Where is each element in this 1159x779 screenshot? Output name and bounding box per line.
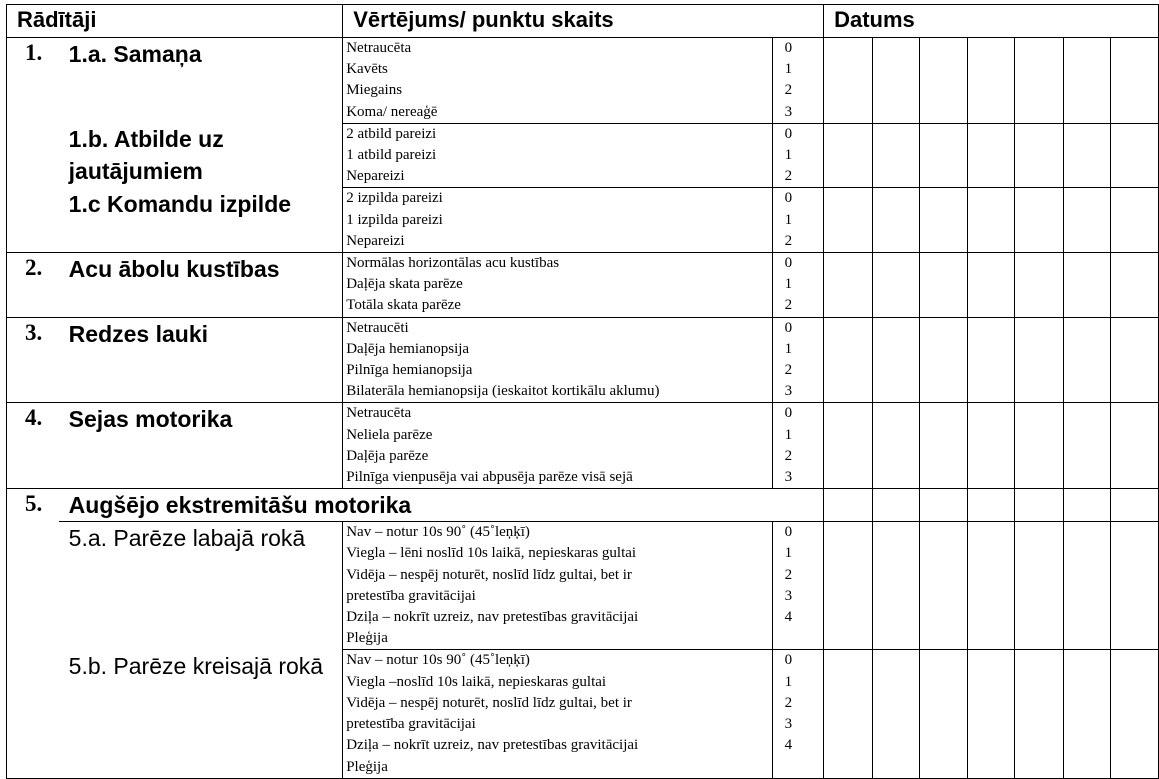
date-cell[interactable] <box>1110 489 1158 522</box>
date-cell[interactable] <box>824 253 873 318</box>
criterion-row <box>7 403 1159 489</box>
option-text: Normālas horizontālas acu kustības <box>346 255 560 272</box>
date-cell[interactable] <box>873 253 919 318</box>
score-value: 0 <box>784 319 793 336</box>
date-cell[interactable] <box>1015 317 1064 403</box>
option-text: Miegains <box>346 82 403 99</box>
score-value: 2 <box>784 168 793 185</box>
date-cell[interactable] <box>873 522 919 650</box>
option-text: Netraucēti <box>346 319 409 336</box>
date-cell[interactable] <box>1015 522 1064 650</box>
section-number: 5. <box>7 489 59 778</box>
date-cell[interactable] <box>1064 403 1110 489</box>
criterion-row <box>7 253 1159 318</box>
criterion-label: 1.b. Atbilde uz jautājumiem <box>59 123 343 188</box>
date-cell[interactable] <box>967 317 1014 403</box>
option-text: Totāla skata parēze <box>346 297 461 314</box>
option-text: Neliela parēze <box>346 426 433 443</box>
score-value: 1 <box>784 426 793 443</box>
section-title: Augšējo ekstremitāšu motorika <box>59 489 824 522</box>
criterion-label: 1.a. Samaņa <box>59 38 343 124</box>
criterion-row <box>7 123 1159 188</box>
date-cell[interactable] <box>1110 123 1158 188</box>
score-value: 2 <box>784 362 793 379</box>
option-list <box>343 253 772 318</box>
option-text: pretestība gravitācijai <box>346 587 476 604</box>
score-list <box>772 403 823 489</box>
option-text: Koma/ nereaģē <box>346 103 438 120</box>
date-cell[interactable] <box>1015 38 1064 124</box>
header-row <box>7 5 1159 38</box>
criterion-row <box>7 522 1159 650</box>
score-value: 0 <box>784 190 793 207</box>
nihss-score-sheet <box>6 4 1159 779</box>
score-value: 1 <box>784 61 793 78</box>
date-cell[interactable] <box>919 123 967 188</box>
option-text: 1 izpilda pareizi <box>346 211 443 228</box>
score-list <box>772 650 823 778</box>
score-value: 3 <box>784 383 793 400</box>
score-list <box>772 253 823 318</box>
date-cell[interactable] <box>824 650 873 778</box>
score-list <box>772 38 823 124</box>
option-text: Netraucēta <box>346 40 412 56</box>
date-cell[interactable] <box>1064 317 1110 403</box>
assessment-table <box>6 4 1159 779</box>
score-value: 3 <box>784 716 793 733</box>
option-text: 1 atbild pareizi <box>346 147 437 164</box>
score-value: 1 <box>784 276 793 293</box>
date-cell[interactable] <box>1015 650 1064 778</box>
option-text: Nav – notur 10s 90˚ (45˚leņķī) <box>346 524 530 541</box>
score-list <box>772 317 823 403</box>
option-text: Nav – notur 10s 90˚ (45˚leņķī) <box>346 652 530 669</box>
date-cell[interactable] <box>873 38 919 124</box>
option-list <box>343 650 772 778</box>
option-text: Pleģija <box>346 758 388 775</box>
option-text: Pilnīga vienpusēja vai abpusēja parēze visā sejā <box>346 469 633 486</box>
date-cell[interactable] <box>919 489 967 522</box>
date-cell[interactable] <box>873 188 919 253</box>
date-cell[interactable] <box>1015 188 1064 253</box>
option-text: Pleģija <box>346 630 388 647</box>
criterion-row <box>7 317 1159 403</box>
score-value: 1 <box>784 340 793 357</box>
date-cell[interactable] <box>824 522 873 650</box>
date-cell[interactable] <box>1110 188 1158 253</box>
date-cell[interactable] <box>873 650 919 778</box>
date-cell[interactable] <box>1110 317 1158 403</box>
option-text: Daļēja skata parēze <box>346 276 463 293</box>
date-cell[interactable] <box>824 403 873 489</box>
criterion-label: 5.a. Parēze labajā rokā <box>59 522 343 650</box>
option-text: Netraucēta <box>346 405 412 422</box>
date-cell[interactable] <box>919 188 967 253</box>
option-text: Vidēja – nespēj noturēt, noslīd līdz gultai, bet ir <box>346 694 632 711</box>
date-cell[interactable] <box>967 489 1014 522</box>
date-cell[interactable] <box>1110 253 1158 318</box>
option-text: Pilnīga hemianopsija <box>346 362 473 379</box>
option-text: Daļēja hemianopsija <box>346 340 470 357</box>
score-value: 2 <box>784 694 793 711</box>
option-text: Viegla –noslīd 10s laikā, nepieskaras gultai <box>346 673 607 690</box>
option-text: 2 atbild pareizi <box>346 125 437 142</box>
date-cell[interactable] <box>919 317 967 403</box>
criterion-label: Sejas motorika <box>59 403 343 489</box>
section-number: 4. <box>7 403 59 489</box>
date-cell[interactable] <box>919 253 967 318</box>
date-cell[interactable] <box>967 522 1014 650</box>
score-value: 2 <box>784 566 793 583</box>
criterion-label: Acu ābolu kustības <box>59 253 343 318</box>
score-value: 3 <box>784 469 793 486</box>
criterion-row <box>7 650 1159 778</box>
date-cell[interactable] <box>1015 123 1064 188</box>
date-cell[interactable] <box>873 317 919 403</box>
date-cell[interactable] <box>919 650 967 778</box>
indicators-header: Rādītāji <box>7 5 343 38</box>
date-header: Datums <box>824 5 1159 38</box>
score-value: 0 <box>784 405 793 422</box>
date-cell[interactable] <box>967 188 1014 253</box>
date-cell[interactable] <box>1015 403 1064 489</box>
date-cell[interactable] <box>824 123 873 188</box>
option-list <box>343 123 772 188</box>
date-cell[interactable] <box>873 403 919 489</box>
date-cell[interactable] <box>919 38 967 124</box>
option-text: Vidēja – nespēj noturēt, noslīd līdz gultai, bet ir <box>346 566 632 583</box>
score-value: 2 <box>784 447 793 464</box>
score-value: 0 <box>784 255 793 272</box>
option-text: Dziļa – nokrīt uzreiz, nav pretestības gravitācijai <box>346 609 639 626</box>
date-cell[interactable] <box>919 403 967 489</box>
criterion-row <box>7 188 1159 253</box>
option-text: Viegla – lēni noslīd 10s laikā, nepieskaras gultai <box>346 545 637 562</box>
date-cell[interactable] <box>824 317 873 403</box>
section-number: 3. <box>7 317 59 403</box>
date-cell[interactable] <box>967 253 1014 318</box>
date-cell[interactable] <box>1110 522 1158 650</box>
date-cell[interactable] <box>873 489 919 522</box>
score-list <box>772 522 823 650</box>
date-cell[interactable] <box>824 489 873 522</box>
option-text: Nepareizi <box>346 168 405 185</box>
score-value: 4 <box>784 609 793 626</box>
section-number: 1. <box>7 38 59 253</box>
score-value: 4 <box>784 737 793 754</box>
option-text: Nepareizi <box>346 232 405 249</box>
option-list <box>343 188 772 253</box>
score-value: 2 <box>784 82 793 99</box>
option-text: Bilaterāla hemianopsija (ieskaitot kortikālu aklumu) <box>346 383 660 400</box>
score-list <box>772 188 823 253</box>
date-cell[interactable] <box>824 188 873 253</box>
date-cell[interactable] <box>873 123 919 188</box>
date-cell[interactable] <box>1064 188 1110 253</box>
date-cell[interactable] <box>1064 489 1110 522</box>
criterion-label: Redzes lauki <box>59 317 343 403</box>
date-cell[interactable] <box>919 522 967 650</box>
date-cell[interactable] <box>1064 38 1110 124</box>
option-list <box>343 317 772 403</box>
option-text: Kavēts <box>346 61 388 78</box>
section-title-row <box>7 489 1159 522</box>
score-value: 1 <box>784 211 793 228</box>
criterion-label: 1.c Komandu izpilde <box>59 188 343 253</box>
score-value: 2 <box>784 297 793 314</box>
criterion-row <box>7 38 1159 124</box>
score-value: 0 <box>784 652 793 669</box>
date-cell[interactable] <box>1015 489 1064 522</box>
option-list <box>343 403 772 489</box>
date-cell[interactable] <box>1064 123 1110 188</box>
option-list <box>343 522 772 650</box>
option-text: Daļēja parēze <box>346 447 429 464</box>
option-list <box>343 38 772 124</box>
option-text: pretestība gravitācijai <box>346 716 476 733</box>
date-cell[interactable] <box>824 38 873 124</box>
score-value: 0 <box>784 125 793 142</box>
score-value: 1 <box>784 147 793 164</box>
date-cell[interactable] <box>967 38 1014 124</box>
score-value: 0 <box>784 524 793 541</box>
date-cell[interactable] <box>1015 253 1064 318</box>
score-value: 1 <box>784 673 793 690</box>
date-cell[interactable] <box>1064 253 1110 318</box>
score-value: 3 <box>784 587 793 604</box>
date-cell[interactable] <box>1064 650 1110 778</box>
option-text: Dziļa – nokrīt uzreiz, nav pretestības gravitācijai <box>346 737 639 754</box>
score-value: 3 <box>784 103 793 120</box>
date-cell[interactable] <box>967 123 1014 188</box>
date-cell[interactable] <box>967 403 1014 489</box>
criterion-label: 5.b. Parēze kreisajā rokā <box>59 650 343 778</box>
score-list <box>772 123 823 188</box>
option-text: 2 izpilda pareizi <box>346 190 443 207</box>
date-cell[interactable] <box>1110 403 1158 489</box>
date-cell[interactable] <box>1110 650 1158 778</box>
date-cell[interactable] <box>967 650 1014 778</box>
section-number: 2. <box>7 253 59 318</box>
date-cell[interactable] <box>1110 38 1158 124</box>
date-cell[interactable] <box>1064 522 1110 650</box>
score-value: 1 <box>784 545 793 562</box>
score-value: 2 <box>784 232 793 249</box>
score-header: Vērtējums/ punktu skaits <box>343 5 824 38</box>
score-value: 0 <box>784 40 793 56</box>
